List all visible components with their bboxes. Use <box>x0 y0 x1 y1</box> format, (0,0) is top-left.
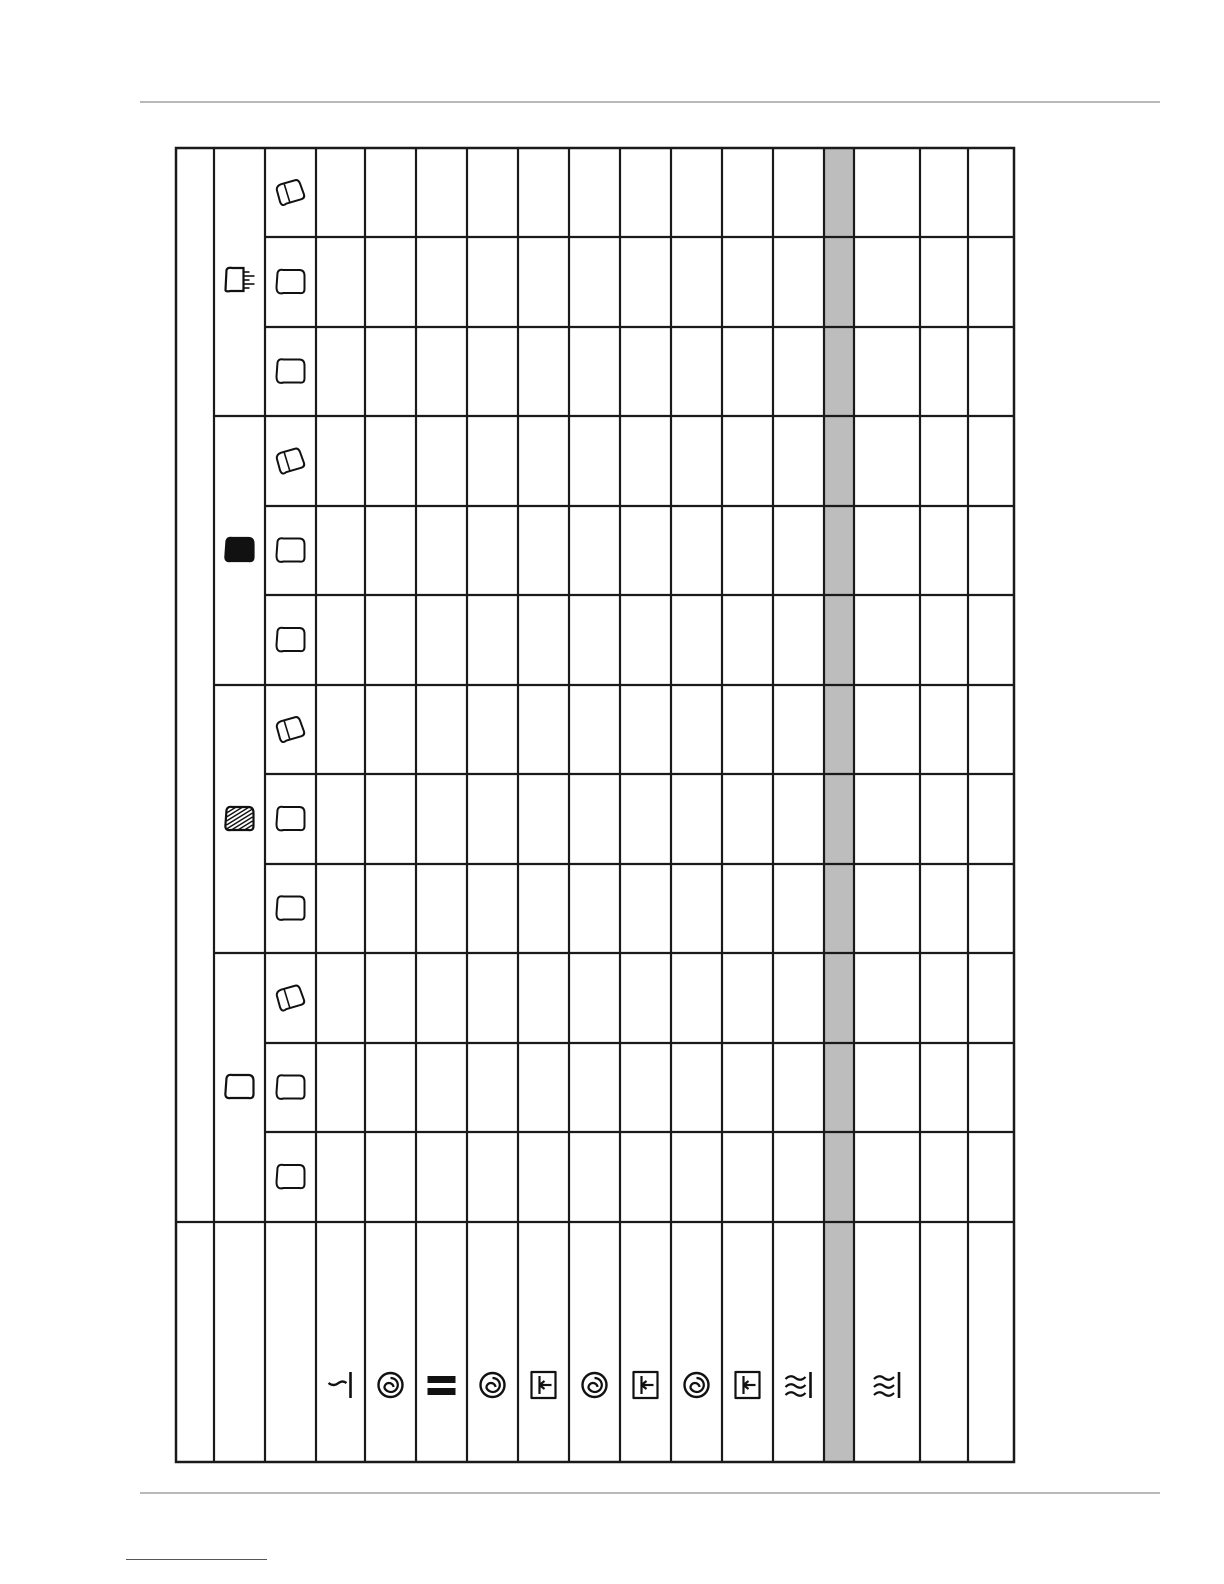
spin-limit-icon <box>329 1372 351 1398</box>
bread-slice-icon <box>277 270 305 294</box>
bread-slice-filled-icon <box>225 538 253 561</box>
table-border <box>176 148 1014 1462</box>
waves-bar-icon <box>786 1372 811 1398</box>
waves-bar-icon <box>874 1372 899 1398</box>
bread-slice-icon <box>277 1165 305 1189</box>
bread-slice-icon <box>277 359 305 383</box>
bread-slice-icon <box>275 984 306 1012</box>
bread-slice-icon <box>275 715 306 743</box>
door-arrow-icon <box>532 1372 556 1398</box>
spiral-spin-icon <box>481 1373 505 1397</box>
bread-slice-icon <box>275 447 306 475</box>
spiral-spin-icon <box>685 1373 709 1397</box>
door-arrow-icon <box>634 1372 658 1398</box>
bread-slice-dripping-icon <box>226 268 255 292</box>
bread-slice-icon <box>275 178 306 206</box>
bread-slice-icon <box>277 628 305 652</box>
bread-slice-outline-icon <box>225 1075 253 1098</box>
bread-slice-hatched-icon <box>225 793 253 845</box>
double-bar-icon <box>428 1376 456 1395</box>
door-arrow-icon <box>736 1372 760 1398</box>
spiral-spin-icon <box>583 1373 607 1397</box>
shaded-row <box>824 148 854 1462</box>
bread-slice-icon <box>277 807 305 831</box>
bread-slice-icon <box>277 896 305 920</box>
bread-slice-icon <box>277 1075 305 1099</box>
spiral-spin-icon <box>379 1373 403 1397</box>
bread-slice-icon <box>277 538 305 562</box>
